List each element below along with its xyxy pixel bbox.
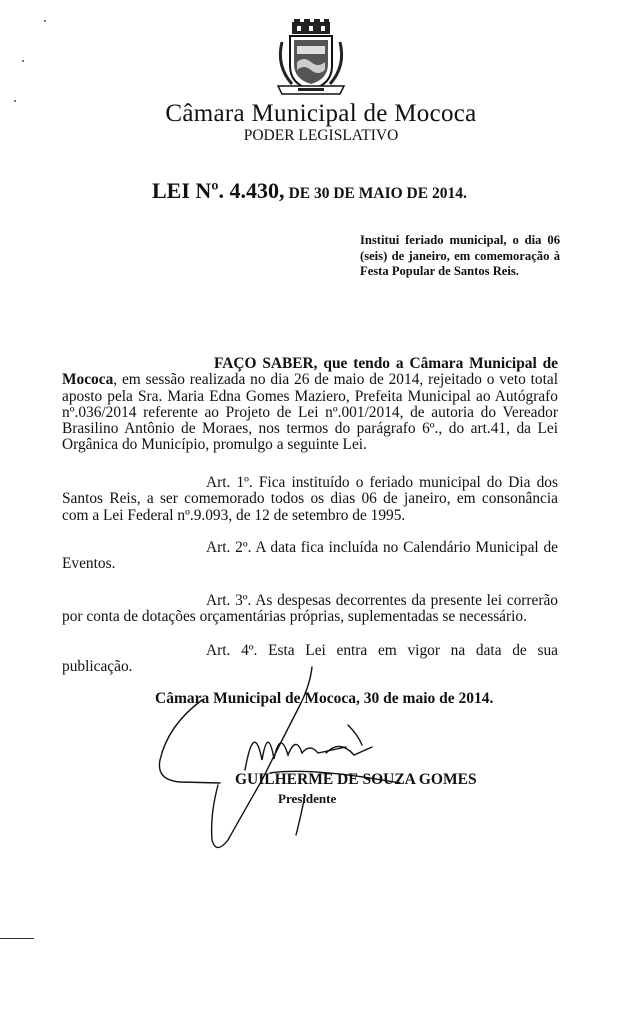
law-date: DE 30 DE MAIO DE 2014. (288, 185, 467, 202)
municipal-coat-of-arms-icon (270, 18, 352, 98)
organization-name: Câmara Municipal de Mococa (165, 100, 477, 127)
organization-subtitle: PODER LEGISLATIVO (243, 127, 399, 144)
signer-name: GUILHERME DE SOUZA GOMES (235, 771, 477, 788)
article-4: Art. 4º. Esta Lei entra em vigor na data de sua publicação. (62, 642, 558, 676)
article-1: Art. 1º. Fica instituído o feriado municipal do Dia dos Santos Reis, a ser comemorado todos os dias 06 de janeiro, em consonância com a Lei Federal nº.9.093, de 12 de setembro de 1995. (62, 474, 558, 524)
article-3: Art. 3º. As despesas decorrentes da presente lei correrão por conta de dotações orçamentárias próprias, suplementadas se necessário. (62, 592, 558, 626)
scan-speck (22, 60, 24, 62)
preamble-text: , em sessão realizada no dia 26 de maio de 2014, rejeitado o veto total aposto pela Sra. Maria Edna Gomes Maziero, Prefeita Municipal ao Autógrafo nº.036/2014 referente ao Projeto de Lei nº.001/2014, de autoria do Vereador Brasilino Antônio de Moraes, nos termos do parágrafo 6º., do art.41, da Lei Orgânica do Município, promulgo a seguinte Lei. (62, 371, 558, 454)
preamble-body-name: Câmara Municipal de Mococa (62, 355, 559, 389)
signer-role: Presidente (278, 791, 337, 806)
closing-place-date: Câmara Municipal de Mococa, 30 de maio de 2014. (155, 690, 494, 707)
law-summary: Institui feriado municipal, o dia 06 (seis) de janeiro, em comemoração à Festa Popular de Santos Reis. (360, 233, 560, 278)
article-2: Art. 2º. A data fica incluída no Calendário Municipal de Eventos. (62, 539, 558, 573)
margin-line (0, 938, 34, 939)
preamble-paragraph: FAÇO SABER, que tendo a Câmara Municipal de Mococa, em sessão realizada no dia 26 de maio de 2014, rejeitado o veto total aposto pela Sra. Maria Edna Gomes Maziero, Prefeita Municipal ao Autógrafo nº.036/2014 referente ao Projeto de Lei nº.001/2014, de autoria do Vereador Brasilino Antônio de Moraes, nos termos do parágrafo 6º., do art.41, da Lei Orgânica do Município, promulgo a seguinte Lei. (62, 355, 559, 454)
law-title (152, 178, 467, 204)
handwritten-signature-icon (150, 655, 410, 855)
scan-speck (14, 100, 16, 102)
scan-speck (44, 20, 46, 22)
law-number: LEI Nº. 4.430, (152, 178, 285, 203)
preamble-lead: FAÇO SABER, (214, 355, 318, 372)
